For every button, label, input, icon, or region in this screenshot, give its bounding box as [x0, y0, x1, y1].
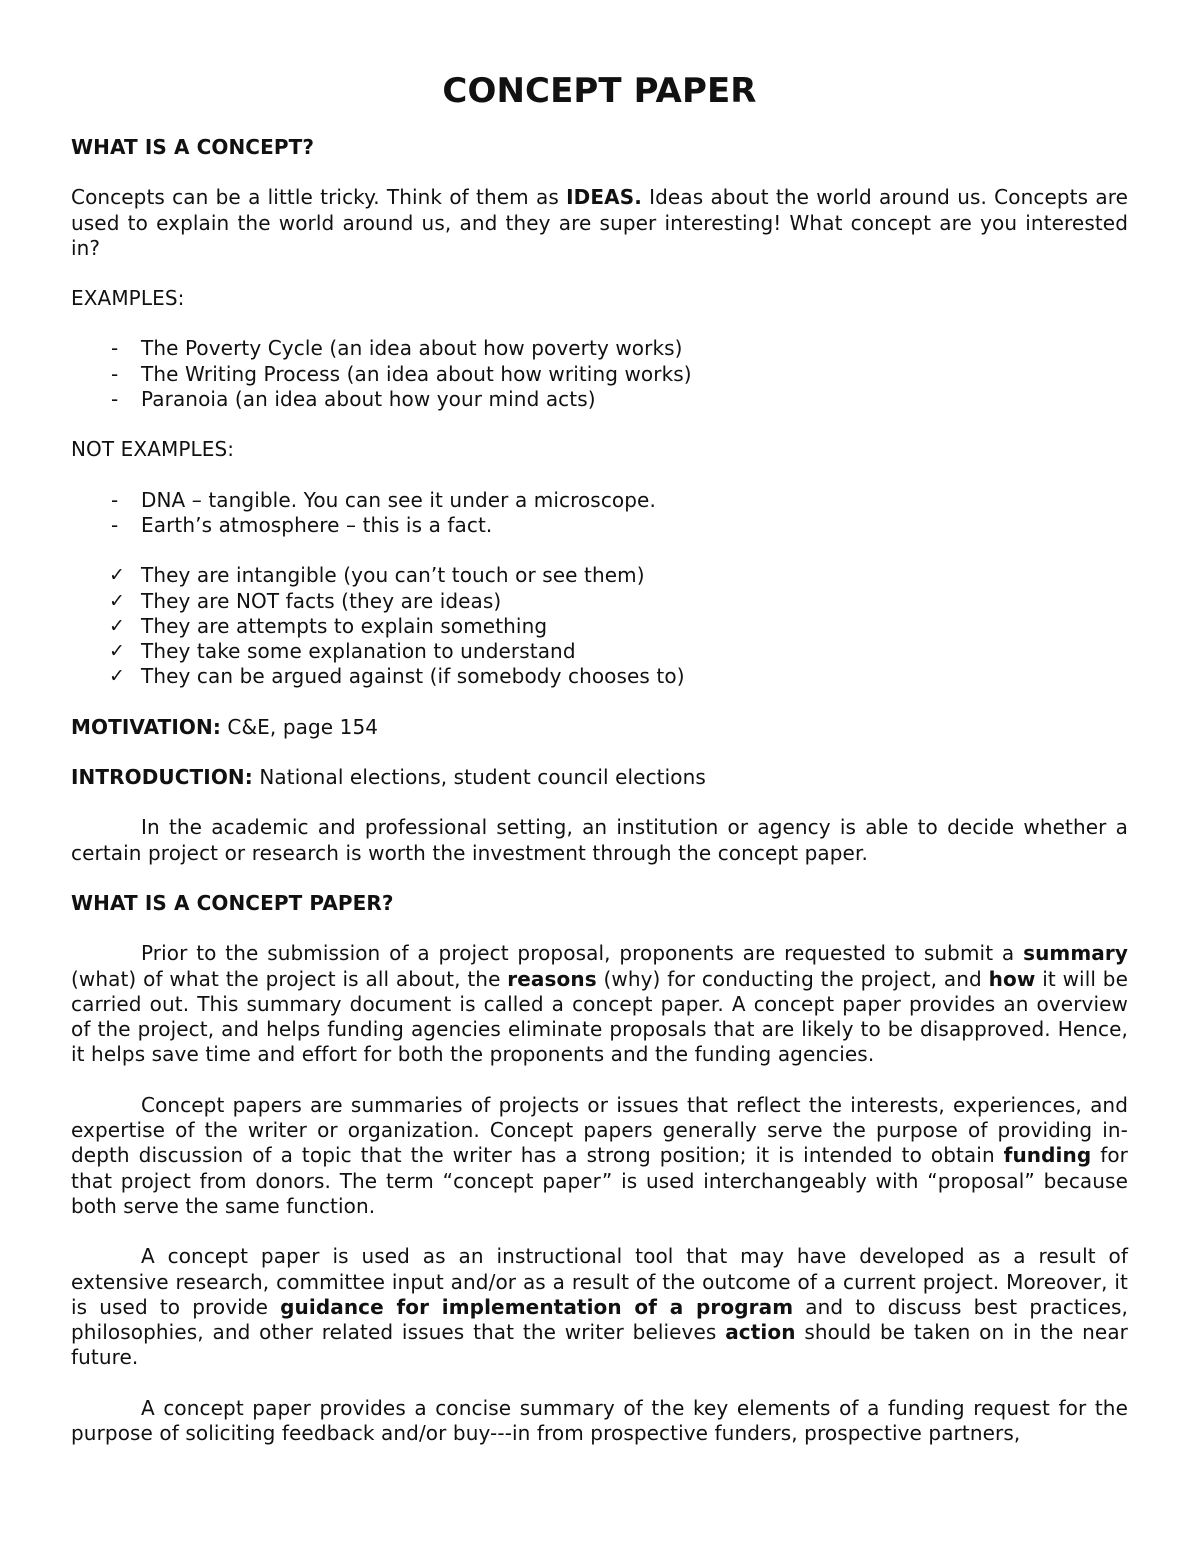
dash-marker: - — [111, 487, 119, 512]
introduction-label: INTRODUCTION: — [71, 765, 253, 790]
dash-marker: - — [111, 336, 119, 361]
list-item-text: The Writing Process (an idea about how writing works) — [141, 361, 692, 386]
list-item — [71, 639, 1128, 664]
motivation-text: C&E, page 154 — [220, 714, 379, 739]
list-item-text: They are attempts to explain something — [141, 613, 548, 638]
ideas-emphasis: IDEAS. — [566, 185, 642, 210]
concept-paper-paragraph-4: A concept paper provides a concise summary of the key elements of a funding request for the purpose of soliciting feedback and/or buy---in from prospective funders, prospective partners, — [71, 1395, 1128, 1445]
heading-what-is-a-concept: WHAT IS A CONCEPT? — [71, 135, 315, 159]
guidance-emphasis: guidance for implementation of a program — [280, 1294, 794, 1319]
dash-marker: - — [111, 512, 119, 537]
check-icon: ✓ — [109, 614, 126, 637]
p2-text-a: Concept papers are summaries of projects or issues that reflect the interests, experiences, and expertise of the writer or organization. Concept papers generally serve the purpose of providing in-depth discussion of a topic that the writer has a strong position; it is intended to obtain — [71, 1092, 1128, 1168]
concept-intro-paragraph — [71, 185, 1128, 261]
document-page — [71, 68, 1128, 1471]
p3-text-a: A concept paper is used as an instructional tool that may have developed as a result of extensive research, committee input and/or as a result of the outcome of a current project. Moreover, it is used to provide — [71, 1244, 1128, 1319]
dash-marker: - — [111, 361, 119, 386]
list-item-text: They are intangible (you can’t touch or see them) — [141, 563, 645, 588]
examples-label: EXAMPLES: — [71, 286, 185, 311]
check-icon: ✓ — [109, 564, 126, 587]
list-item-text: Earth’s atmosphere – this is a fact. — [141, 512, 493, 537]
list-item — [71, 563, 1128, 588]
list-item — [71, 664, 1128, 689]
action-emphasis: action — [725, 1320, 796, 1345]
list-item — [71, 614, 1128, 639]
introduction-line — [71, 765, 1128, 790]
check-icon: ✓ — [109, 640, 126, 663]
list-item — [71, 362, 1128, 387]
concept-intro-text-a: Concepts can be a little tricky. Think of them as — [71, 185, 567, 210]
page-title: CONCEPT PAPER — [442, 71, 757, 111]
not-examples-list — [71, 488, 1128, 539]
list-item — [71, 589, 1128, 614]
list-item-text: DNA – tangible. You can see it under a microscope. — [141, 487, 656, 512]
list-item — [71, 513, 1128, 538]
list-item-text: They take some explanation to understand — [141, 639, 576, 664]
p1-text-a: Prior to the submission of a project proposal, proponents are requested to submit a — [141, 941, 1024, 966]
p1-text-g: it will be carried out. This summary document is called a concept paper. A concept paper provides an overview of the project, and helps funding agencies eliminate proposals that are likely to be disapproved. Hence, it helps save time and effort for both the proponents and the funding agencies. — [71, 966, 1128, 1067]
how-emphasis: how — [988, 966, 1036, 991]
concept-intro-text-c: Ideas about the world around us. Concepts are used to explain the world around us, and they are super interesting! What concept are you interested in? — [71, 185, 1128, 260]
concept-paper-paragraph-2 — [71, 1093, 1128, 1219]
p3-text-e: should be taken on in the near future. — [71, 1320, 1128, 1370]
introduction-paragraph: In the academic and professional setting, an institution or agency is able to decide whether a certain project or research is worth the investment through the concept paper. — [71, 815, 1128, 865]
heading-what-is-a-concept-paper: WHAT IS A CONCEPT PAPER? — [71, 890, 394, 915]
list-item — [71, 488, 1128, 513]
list-item-text: They can be argued against (if somebody chooses to) — [141, 664, 685, 689]
funding-emphasis: funding — [1003, 1143, 1092, 1168]
concept-traits-checklist — [71, 563, 1128, 689]
introduction-text: National elections, student council elections — [252, 765, 706, 790]
list-item — [71, 336, 1128, 361]
summary-emphasis: summary — [1023, 941, 1128, 966]
reasons-emphasis: reasons — [507, 966, 597, 991]
examples-list — [71, 336, 1128, 412]
check-icon: ✓ — [109, 665, 126, 688]
motivation-label: MOTIVATION: — [71, 714, 221, 739]
list-item-text: The Poverty Cycle (an idea about how poverty works) — [141, 336, 683, 361]
motivation-line — [71, 715, 1128, 740]
list-item-text: Paranoia (an idea about how your mind acts) — [141, 387, 596, 412]
concept-paper-paragraph-1 — [71, 941, 1128, 1067]
dash-marker: - — [111, 387, 119, 412]
concept-paper-paragraph-3 — [71, 1244, 1128, 1370]
list-item-text: They are NOT facts (they are ideas) — [141, 588, 502, 613]
check-icon: ✓ — [109, 589, 126, 612]
not-examples-label: NOT EXAMPLES: — [71, 437, 235, 462]
p1-text-e: (why) for conducting the project, and — [596, 966, 989, 991]
p3-text-c: and to discuss best practices, philosophies, and other related issues that the writer believes — [71, 1294, 1128, 1345]
list-item — [71, 387, 1128, 412]
p1-text-c: (what) of what the project is all about, the — [71, 966, 508, 991]
p2-text-c: for that project from donors. The term “concept paper” is used interchangeably with “proposal” because both serve the same function. — [71, 1143, 1128, 1218]
